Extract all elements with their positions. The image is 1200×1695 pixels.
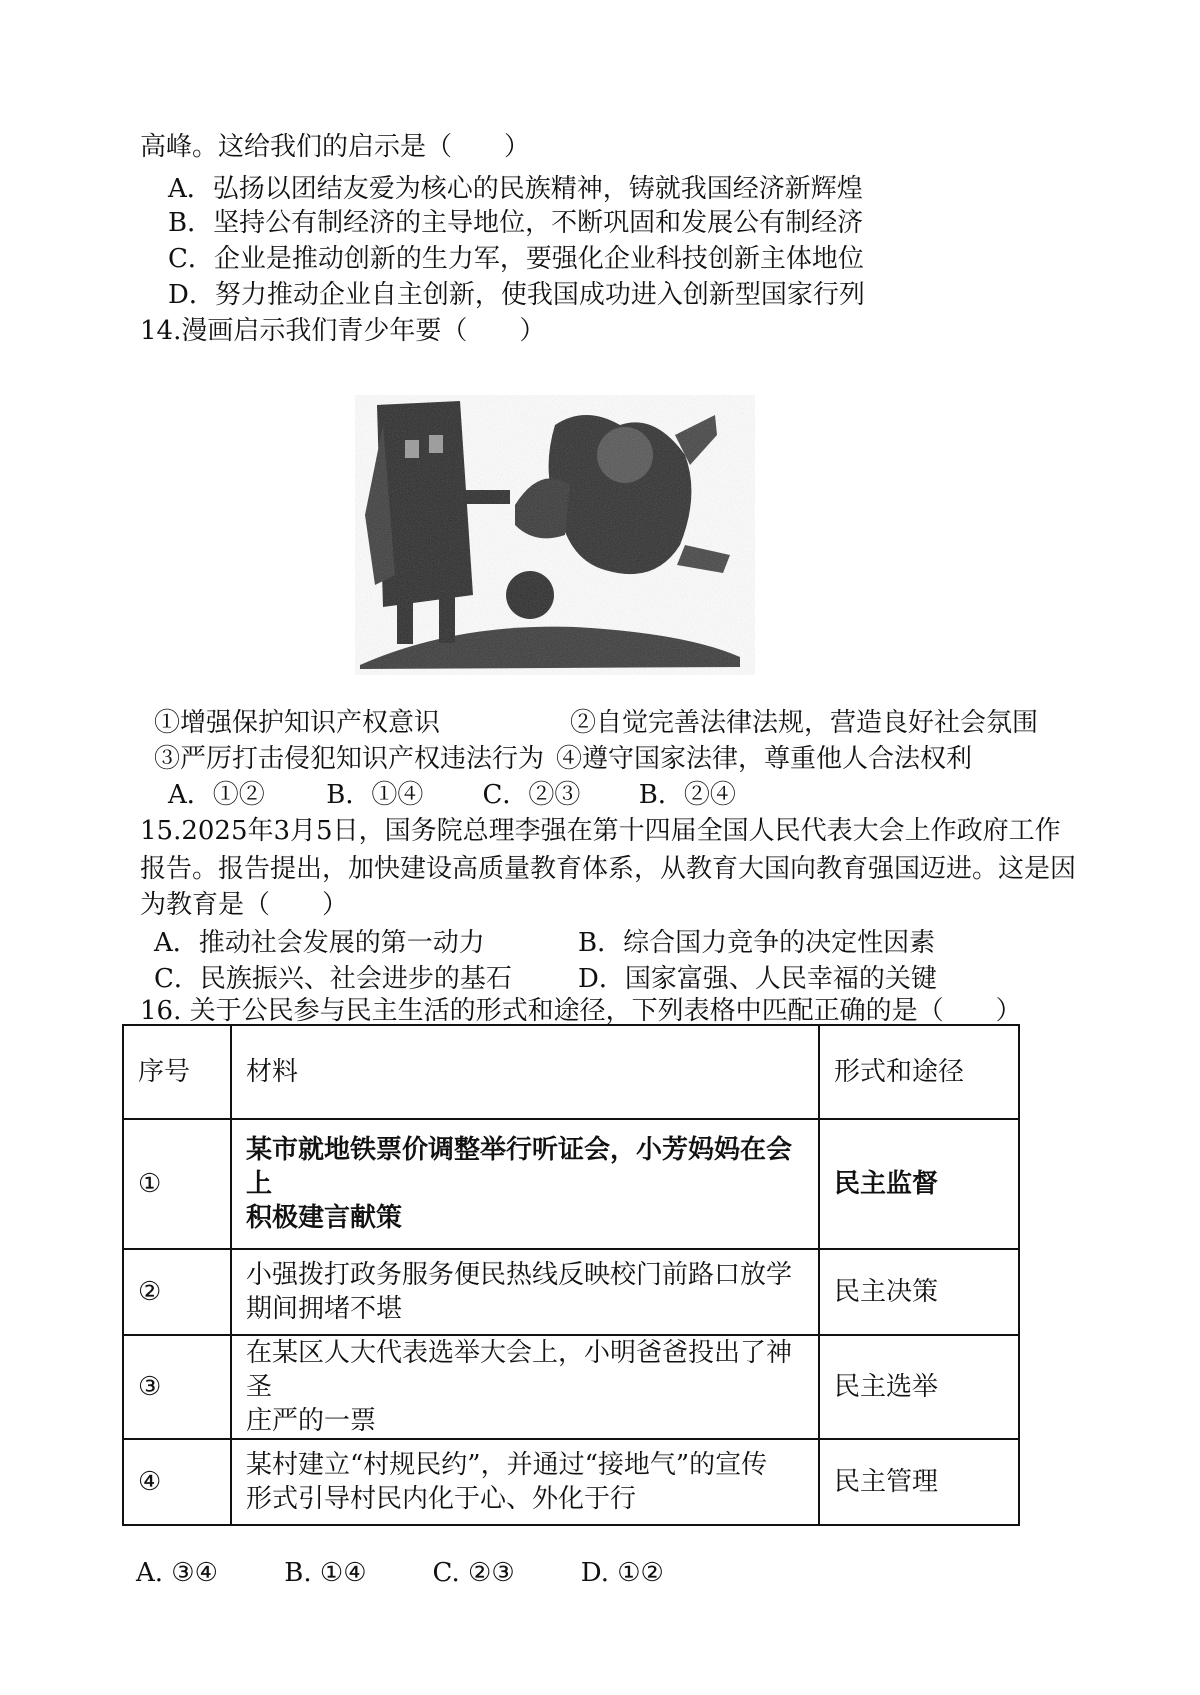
row-material bbox=[231, 1335, 819, 1439]
q14-choice-a: A．①② bbox=[168, 780, 265, 810]
cartoon-image bbox=[355, 395, 755, 675]
row-number: ④ bbox=[123, 1439, 231, 1525]
q14-statement-4: ④遵守国家法律，尊重他人合法权利 bbox=[556, 744, 973, 774]
table-header-row bbox=[123, 1025, 1019, 1119]
q14-choice-c: C．②③ bbox=[482, 780, 581, 810]
table-row bbox=[123, 1335, 1019, 1439]
q15-option-d: D．国家富强、人民幸福的关键 bbox=[578, 964, 937, 994]
table-row bbox=[123, 1439, 1019, 1525]
row-material-line-1: 某村建立“村规民约”，并通过“接地气”的宣传 bbox=[246, 1450, 768, 1480]
row-material bbox=[231, 1119, 819, 1249]
q14-choices bbox=[168, 778, 736, 812]
q15-line-3: 为教育是（ ） bbox=[140, 890, 349, 920]
q15-option-c: C．民族振兴、社会进步的基石 bbox=[154, 964, 512, 994]
row-form: 民主监督 bbox=[819, 1119, 1019, 1249]
q16-choices bbox=[136, 1556, 664, 1590]
table-row bbox=[123, 1249, 1019, 1335]
q14-choice-d: B．②④ bbox=[638, 780, 736, 810]
q14-stem: 14.漫画启示我们青少年要（ ） bbox=[140, 316, 546, 346]
table-row bbox=[123, 1119, 1019, 1249]
q16-choice-a: A. ③④ bbox=[136, 1558, 218, 1588]
q13-option-b: B．坚持公有制经济的主导地位，不断巩固和发展公有制经济 bbox=[168, 208, 864, 238]
row-number: ① bbox=[123, 1119, 231, 1249]
row-material bbox=[231, 1439, 819, 1525]
row-form: 民主管理 bbox=[819, 1439, 1019, 1525]
q13-option-d: D．努力推动企业自主创新，使我国成功进入创新型国家行列 bbox=[168, 280, 865, 310]
row-material-line-2: 形式引导村民内化于心、外化于行 bbox=[246, 1484, 637, 1514]
row-form: 民主决策 bbox=[819, 1249, 1019, 1335]
q16-stem: 16. 关于公民参与民主生活的形式和途径，下列表格中匹配正确的是（ ） bbox=[140, 996, 1022, 1026]
row-number: ② bbox=[123, 1249, 231, 1335]
row-number: ③ bbox=[123, 1335, 231, 1439]
row-material-line-2: 期间拥堵不堪 bbox=[246, 1294, 403, 1324]
q15-option-b: B．综合国力竞争的决定性因素 bbox=[578, 928, 936, 958]
q15-line-2: 报告。报告提出，加快建设高质量教育体系，从教育大国向教育强国迈进。这是因 bbox=[140, 854, 1077, 884]
q14-statement-1: ①增强保护知识产权意识 bbox=[154, 708, 441, 738]
q13-stem-tail: 高峰。这给我们的启示是（ ） bbox=[140, 132, 531, 162]
q15-line-1: 15.2025年3月5日，国务院总理李强在第十四届全国人民代表大会上作政府工作 bbox=[140, 816, 1061, 846]
row-material-line-2: 庄严的一票 bbox=[246, 1406, 377, 1436]
q13-option-c: C．企业是推动创新的生力军，要强化企业科技创新主体地位 bbox=[168, 244, 864, 274]
q16-choice-d: D. ①② bbox=[580, 1558, 664, 1588]
header-number: 序号 bbox=[123, 1025, 231, 1119]
q13-option-a: A．弘扬以团结友爱为核心的民族精神，铸就我国经济新辉煌 bbox=[168, 174, 863, 204]
header-form: 形式和途径 bbox=[819, 1025, 1019, 1119]
q16-table bbox=[122, 1024, 1020, 1526]
q16-choice-b: B. ①④ bbox=[284, 1558, 367, 1588]
header-material: 材料 bbox=[231, 1025, 819, 1119]
row-material-line-1: 在某区人大代表选举大会上，小明爸爸投出了神圣 bbox=[246, 1338, 793, 1402]
q15-option-a: A．推动社会发展的第一动力 bbox=[154, 928, 485, 958]
q14-statement-2: ②自觉完善法律法规，营造良好社会氛围 bbox=[570, 708, 1039, 738]
row-material-line-2: 积极建言献策 bbox=[246, 1203, 403, 1233]
row-material-line-1: 小强拨打政务服务便民热线反映校门前路口放学 bbox=[246, 1260, 793, 1290]
q14-choice-b: B．①④ bbox=[326, 780, 424, 810]
q16-choice-c: C. ②③ bbox=[432, 1558, 515, 1588]
row-material bbox=[231, 1249, 819, 1335]
row-material-line-1: 某市就地铁票价调整举行听证会，小芳妈妈在会上 bbox=[246, 1135, 793, 1199]
row-form: 民主选举 bbox=[819, 1335, 1019, 1439]
q14-statement-3: ③严厉打击侵犯知识产权违法行为 bbox=[154, 744, 545, 774]
